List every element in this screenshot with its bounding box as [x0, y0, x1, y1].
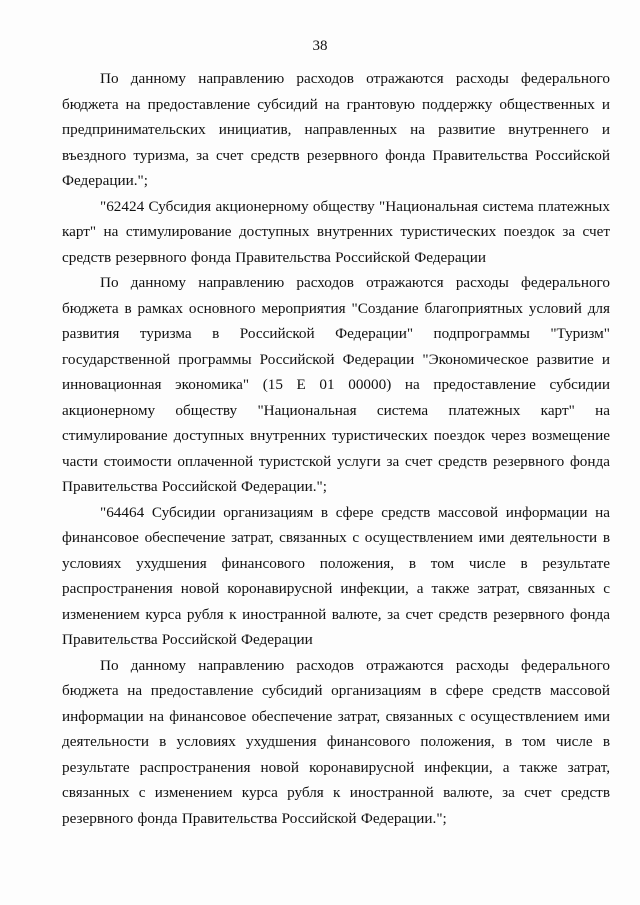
paragraph-tourism-grants: По данному направлению расходов отражаются расходы федерального бюджета на предоставление субсидий на грантовую поддержку общественных и предпринимательских инициатив, направленных на развитие внутреннего и въездного туризма, за счет средств резервного фонда Правительства Российской Федерации."; [62, 70, 610, 189]
document-body [62, 66, 610, 831]
paragraph-64464-description: По данному направлению расходов отражаются расходы федерального бюджета на предоставление субсидий организациям в сфере средств массовой информации на финансовое обеспечение затрат, связанных с осуществлением ими деятельности в условиях ухудшения финансового положения, в том числе в результате распространения новой коронавирусной инфекции, а также затрат, связанных с изменением курса рубля к иностранной валюте, за счет средств резервного фонда Правительства Российской Федерации."; [62, 656, 610, 827]
paragraph-62424-description: По данному направлению расходов отражаются расходы федерального бюджета в рамках основного мероприятия "Создание благоприятных условий для развития туризма в Российской Федерации" подпрограммы "Туризм" государственной программы Российской Федерации "Экономическое развитие и инновационная экономика" (15 Е 01 00000) на предоставление субсидии акционерному обществу "Национальная система платежных карт" на стимулирование доступных внутренних туристических поездок через возмещение части стоимости оплаченной туристской услуги за счет средств резервного фонда Правительства Российской Федерации."; [62, 274, 610, 495]
paragraph-64464-heading: "64464 Субсидии организациям в сфере средств массовой информации на финансовое обеспечение затрат, связанных с осуществлением ими деятельности в условиях ухудшения финансового положения, в том числе в результате распространения новой коронавирусной инфекции, а также затрат, связанных с изменением курса рубля к иностранной валюте, за счет средств резервного фонда Правительства Российской Федерации [62, 503, 610, 648]
paragraph-62424-heading: "62424 Субсидия акционерному обществу "Национальная система платежных карт" на стимулирование доступных внутренних туристических поездок за счет средств резервного фонда Правительства Российской Федерации [62, 197, 610, 266]
page-number: 38 [312, 38, 328, 54]
